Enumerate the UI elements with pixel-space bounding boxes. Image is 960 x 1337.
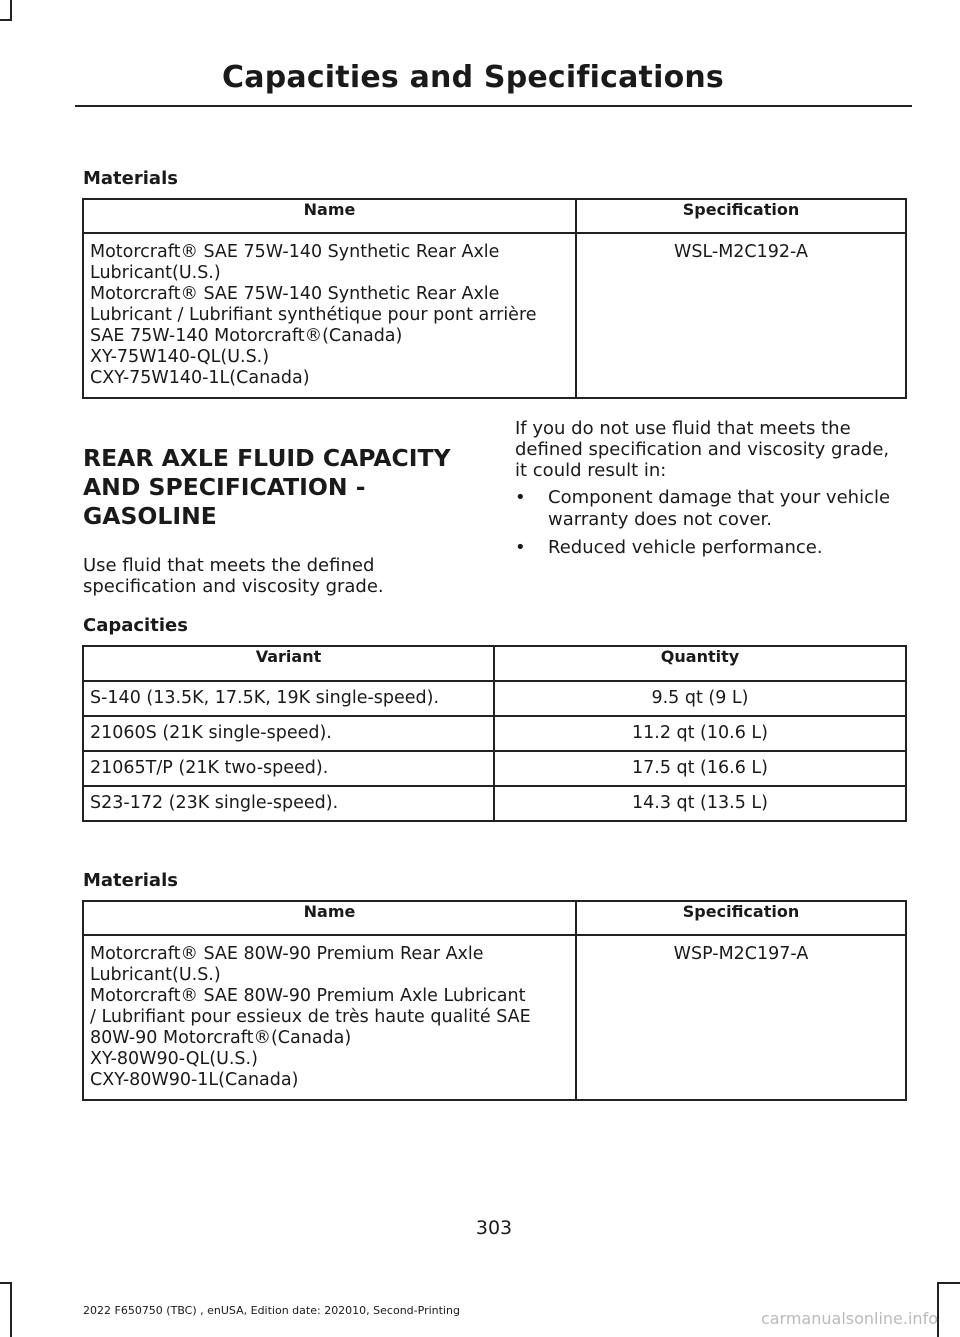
bullet-icon: • xyxy=(515,537,526,558)
material-name-cell xyxy=(83,935,576,1100)
material-name-line: XY-75W140-QL(U.S.) xyxy=(90,347,270,367)
intro-line: specification and viscosity grade. xyxy=(83,576,384,597)
list-item-line: warranty does not cover. xyxy=(548,509,773,530)
material-name-line: Motorcraft® SAE 75W-140 Synthetic Rear Axle xyxy=(90,242,500,262)
material-name-line: CXY-80W90-1L(Canada) xyxy=(90,1070,299,1090)
material-name-line: Lubricant(U.S.) xyxy=(90,263,221,283)
section-heading-line: GASOLINE xyxy=(83,502,217,530)
material-name-line: XY-80W90-QL(U.S.) xyxy=(90,1049,258,1069)
crop-mark-bottom-left-v xyxy=(10,1282,12,1337)
column-header-specification: Specification xyxy=(576,199,906,233)
section-heading-line: AND SPECIFICATION - xyxy=(83,473,366,501)
materials-table xyxy=(82,198,907,399)
quantity-cell: 9.5 qt (9 L) xyxy=(494,681,906,716)
table-row xyxy=(83,751,906,786)
material-name-line: / Lubrifiant pour essieux de très haute qualité SAE xyxy=(90,1007,531,1027)
watermark: carmanualsonline.info xyxy=(760,1309,938,1328)
quantity-cell: 17.5 qt (16.6 L) xyxy=(494,751,906,786)
table-row xyxy=(83,716,906,751)
variant-cell: S-140 (13.5K, 17.5K, 19K single-speed). xyxy=(83,681,494,716)
material-name-line: Motorcraft® SAE 80W-90 Premium Axle Lubricant xyxy=(90,986,526,1006)
material-name-cell xyxy=(83,233,576,398)
page-title: Capacities and Specifications xyxy=(222,60,724,95)
warning-line: defined specification and viscosity grade, xyxy=(515,439,890,460)
table-header-row xyxy=(83,199,906,233)
quantity-cell: 14.3 qt (13.5 L) xyxy=(494,786,906,821)
crop-mark-top-left-h xyxy=(0,19,12,21)
material-name-line: SAE 75W-140 Motorcraft®(Canada) xyxy=(90,326,403,346)
material-spec-cell: WSP-M2C197-A xyxy=(576,935,906,1100)
material-name-line: Motorcraft® SAE 75W-140 Synthetic Rear Axle xyxy=(90,284,500,304)
materials-table xyxy=(82,900,907,1101)
warning-line: If you do not use fluid that meets the xyxy=(515,418,851,439)
crop-mark-top-left-v xyxy=(10,0,12,21)
warning-paragraph xyxy=(515,418,915,481)
table-row xyxy=(83,681,906,716)
materials-label: Materials xyxy=(83,168,178,189)
material-name-line: 80W-90 Motorcraft®(Canada) xyxy=(90,1028,352,1048)
list-item xyxy=(515,487,910,531)
column-header-variant: Variant xyxy=(83,646,494,681)
variant-cell: S23-172 (23K single-speed). xyxy=(83,786,494,821)
quantity-cell: 11.2 qt (10.6 L) xyxy=(494,716,906,751)
column-header-quantity: Quantity xyxy=(494,646,906,681)
page-number: 303 xyxy=(475,1217,513,1239)
warning-line: it could result in: xyxy=(515,460,667,481)
list-item-line: Component damage that your vehicle xyxy=(548,487,891,508)
table-row xyxy=(83,233,906,398)
intro-line: Use fluid that meets the defined xyxy=(83,555,375,576)
edition-footer: 2022 F650750 (TBC) , enUSA, Edition date: 202010, Second-Printing xyxy=(83,1304,460,1317)
section-heading-line: REAR AXLE FLUID CAPACITY xyxy=(83,444,451,472)
crop-mark-bottom-left-h xyxy=(0,1282,12,1284)
column-header-name: Name xyxy=(83,901,576,935)
material-name-line: Lubricant(U.S.) xyxy=(90,965,221,985)
bullet-icon: • xyxy=(515,487,526,508)
list-item xyxy=(515,537,910,559)
capacities-table xyxy=(82,645,907,822)
table-header-row xyxy=(83,646,906,681)
consequence-list xyxy=(515,487,910,565)
column-header-specification: Specification xyxy=(576,901,906,935)
variant-cell: 21065T/P (21K two-speed). xyxy=(83,751,494,786)
table-row xyxy=(83,935,906,1100)
crop-mark-bottom-right-h xyxy=(937,1282,960,1284)
intro-paragraph xyxy=(83,555,483,597)
material-name-line: Lubricant / Lubrifiant synthétique pour pont arrière xyxy=(90,305,537,325)
variant-cell: 21060S (21K single-speed). xyxy=(83,716,494,751)
capacities-label: Capacities xyxy=(83,615,188,636)
material-name-line: CXY-75W140-1L(Canada) xyxy=(90,368,310,388)
section-heading xyxy=(83,444,473,531)
table-row xyxy=(83,786,906,821)
header-divider xyxy=(75,105,912,107)
material-spec-cell: WSL-M2C192-A xyxy=(576,233,906,398)
table-header-row xyxy=(83,901,906,935)
materials-label: Materials xyxy=(83,870,178,891)
column-header-name: Name xyxy=(83,199,576,233)
list-item-line: Reduced vehicle performance. xyxy=(548,537,823,558)
material-name-line: Motorcraft® SAE 80W-90 Premium Rear Axle xyxy=(90,944,484,964)
